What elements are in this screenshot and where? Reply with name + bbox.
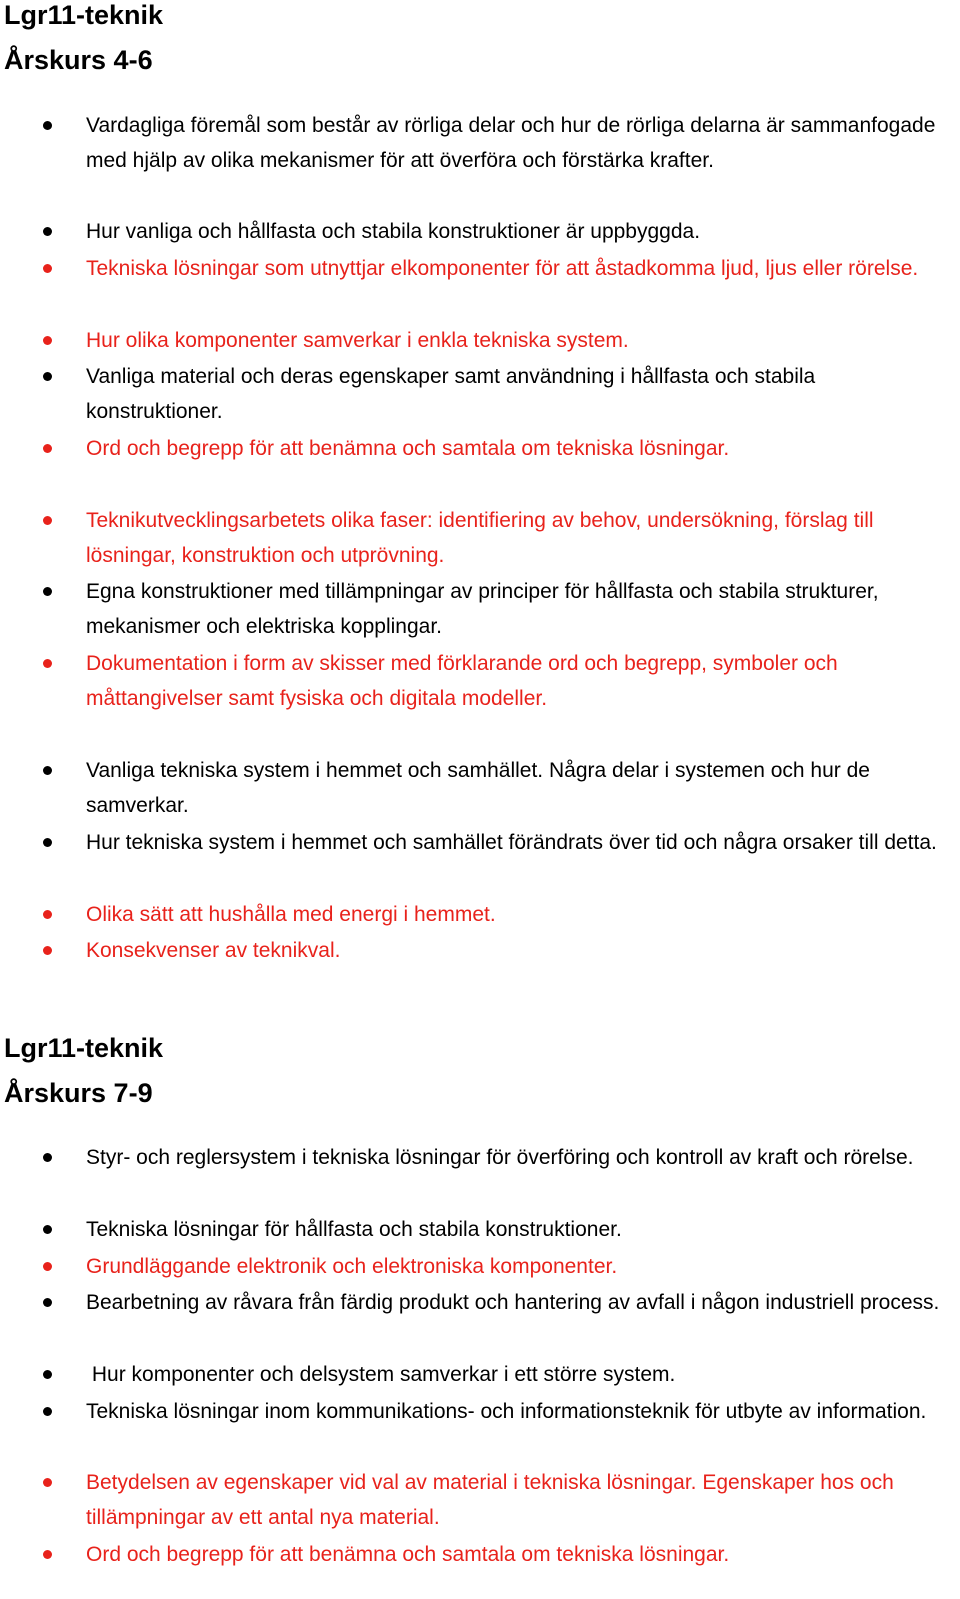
bullet-icon bbox=[43, 1298, 52, 1307]
bullet-icon bbox=[43, 227, 52, 236]
list-item bbox=[86, 825, 946, 860]
list-item-text: Ord och begrepp för att benämna och samtala om tekniska lösningar. bbox=[86, 1543, 730, 1566]
list-item bbox=[86, 646, 946, 716]
list-item bbox=[86, 897, 946, 932]
section-title: Lgr11-teknik bbox=[4, 1033, 164, 1063]
list-item-text: Hur tekniska system i hemmet och samhället förändrats över tid och några orsaker till detta. bbox=[86, 831, 937, 854]
bullet-icon bbox=[43, 659, 52, 668]
list-item bbox=[86, 214, 946, 249]
list-item bbox=[86, 359, 946, 429]
bullet-icon bbox=[43, 1262, 52, 1271]
list-item-text: Hur komponenter och delsystem samverkar i ett större system. bbox=[86, 1363, 676, 1386]
list-item-text: Hur vanliga och hållfasta och stabila konstruktioner är uppbyggda. bbox=[86, 220, 701, 243]
list-item bbox=[86, 1285, 946, 1320]
bullet-icon bbox=[43, 121, 52, 130]
section-subtitle: Årskurs 4-6 bbox=[4, 45, 153, 75]
bullet-icon bbox=[43, 336, 52, 345]
bullet-icon bbox=[43, 838, 52, 847]
list-item bbox=[86, 1537, 946, 1572]
bullet-icon bbox=[43, 372, 52, 381]
list-item-text: Egna konstruktioner med tillämpningar av principer för hållfasta och stabila strukturer, mekanismer och elektriska kopplingar. bbox=[86, 580, 879, 638]
bullet-icon bbox=[43, 1407, 52, 1416]
bullet-icon bbox=[43, 587, 52, 596]
list-item bbox=[86, 108, 946, 178]
bullet-icon bbox=[43, 1550, 52, 1559]
list-item bbox=[86, 753, 946, 823]
list-item bbox=[86, 1394, 946, 1429]
list-item-text: Konsekvenser av teknikval. bbox=[86, 939, 341, 962]
list-item bbox=[86, 1465, 946, 1535]
list-item bbox=[86, 1357, 946, 1392]
bullet-icon bbox=[43, 1153, 52, 1162]
list-item-text: Teknikutvecklingsarbetets olika faser: identifiering av behov, undersökning, förslag till lösningar, konstruktion och utprövning. bbox=[86, 509, 874, 567]
bullet-icon bbox=[43, 946, 52, 955]
bullet-icon bbox=[43, 264, 52, 273]
bullet-icon bbox=[43, 1478, 52, 1487]
bullet-icon bbox=[43, 766, 52, 775]
bullet-icon bbox=[43, 1225, 52, 1234]
list-item-text: Hur olika komponenter samverkar i enkla tekniska system. bbox=[86, 329, 629, 352]
section-title: Lgr11-teknik bbox=[4, 0, 164, 30]
list-item bbox=[86, 431, 946, 466]
list-item-text: Betydelsen av egenskaper vid val av material i tekniska lösningar. Egenskaper hos och tillämpningar av ett antal nya material. bbox=[86, 1471, 894, 1529]
list-item-text: Styr- och reglersystem i tekniska lösningar för överföring och kontroll av kraft och rörelse. bbox=[86, 1146, 914, 1169]
list-item bbox=[86, 574, 946, 644]
list-item-text: Vanliga tekniska system i hemmet och samhället. Några delar i systemen och hur de samverkar. bbox=[86, 759, 870, 817]
list-item bbox=[86, 1212, 946, 1247]
list-item bbox=[86, 1249, 946, 1284]
list-item bbox=[86, 1140, 946, 1175]
bullet-icon bbox=[43, 516, 52, 525]
list-item-text: Vanliga material och deras egenskaper samt användning i hållfasta och stabila konstruktioner. bbox=[86, 365, 816, 423]
list-item-text: Ord och begrepp för att benämna och samtala om tekniska lösningar. bbox=[86, 437, 730, 460]
list-item-text: Tekniska lösningar inom kommunikations- och informationsteknik för utbyte av information. bbox=[86, 1400, 927, 1423]
list-item-text: Tekniska lösningar för hållfasta och stabila konstruktioner. bbox=[86, 1218, 622, 1241]
list-item bbox=[86, 251, 946, 286]
list-item-text: Grundläggande elektronik och elektroniska komponenter. bbox=[86, 1255, 618, 1278]
bullet-icon bbox=[43, 910, 52, 919]
list-item-text: Tekniska lösningar som utnyttjar elkomponenter för att åstadkomma ljud, ljus eller rörelse. bbox=[86, 257, 919, 280]
bullet-icon bbox=[43, 444, 52, 453]
list-item-text: Bearbetning av råvara från färdig produkt och hantering av avfall i någon industriell process. bbox=[86, 1291, 940, 1314]
list-item bbox=[86, 323, 946, 358]
list-item-text: Vardagliga föremål som består av rörliga delar och hur de rörliga delarna är sammanfogade med hjälp av olika mekanismer för att överföra och förstärka krafter. bbox=[86, 114, 936, 172]
list-item bbox=[86, 503, 946, 573]
list-item bbox=[86, 933, 946, 968]
bullet-icon bbox=[43, 1370, 52, 1379]
section-subtitle: Årskurs 7-9 bbox=[4, 1078, 153, 1108]
list-item-text: Dokumentation i form av skisser med förklarande ord och begrepp, symboler och måttangivelser samt fysiska och digitala modeller. bbox=[86, 652, 838, 710]
list-item-text: Olika sätt att hushålla med energi i hemmet. bbox=[86, 903, 496, 926]
